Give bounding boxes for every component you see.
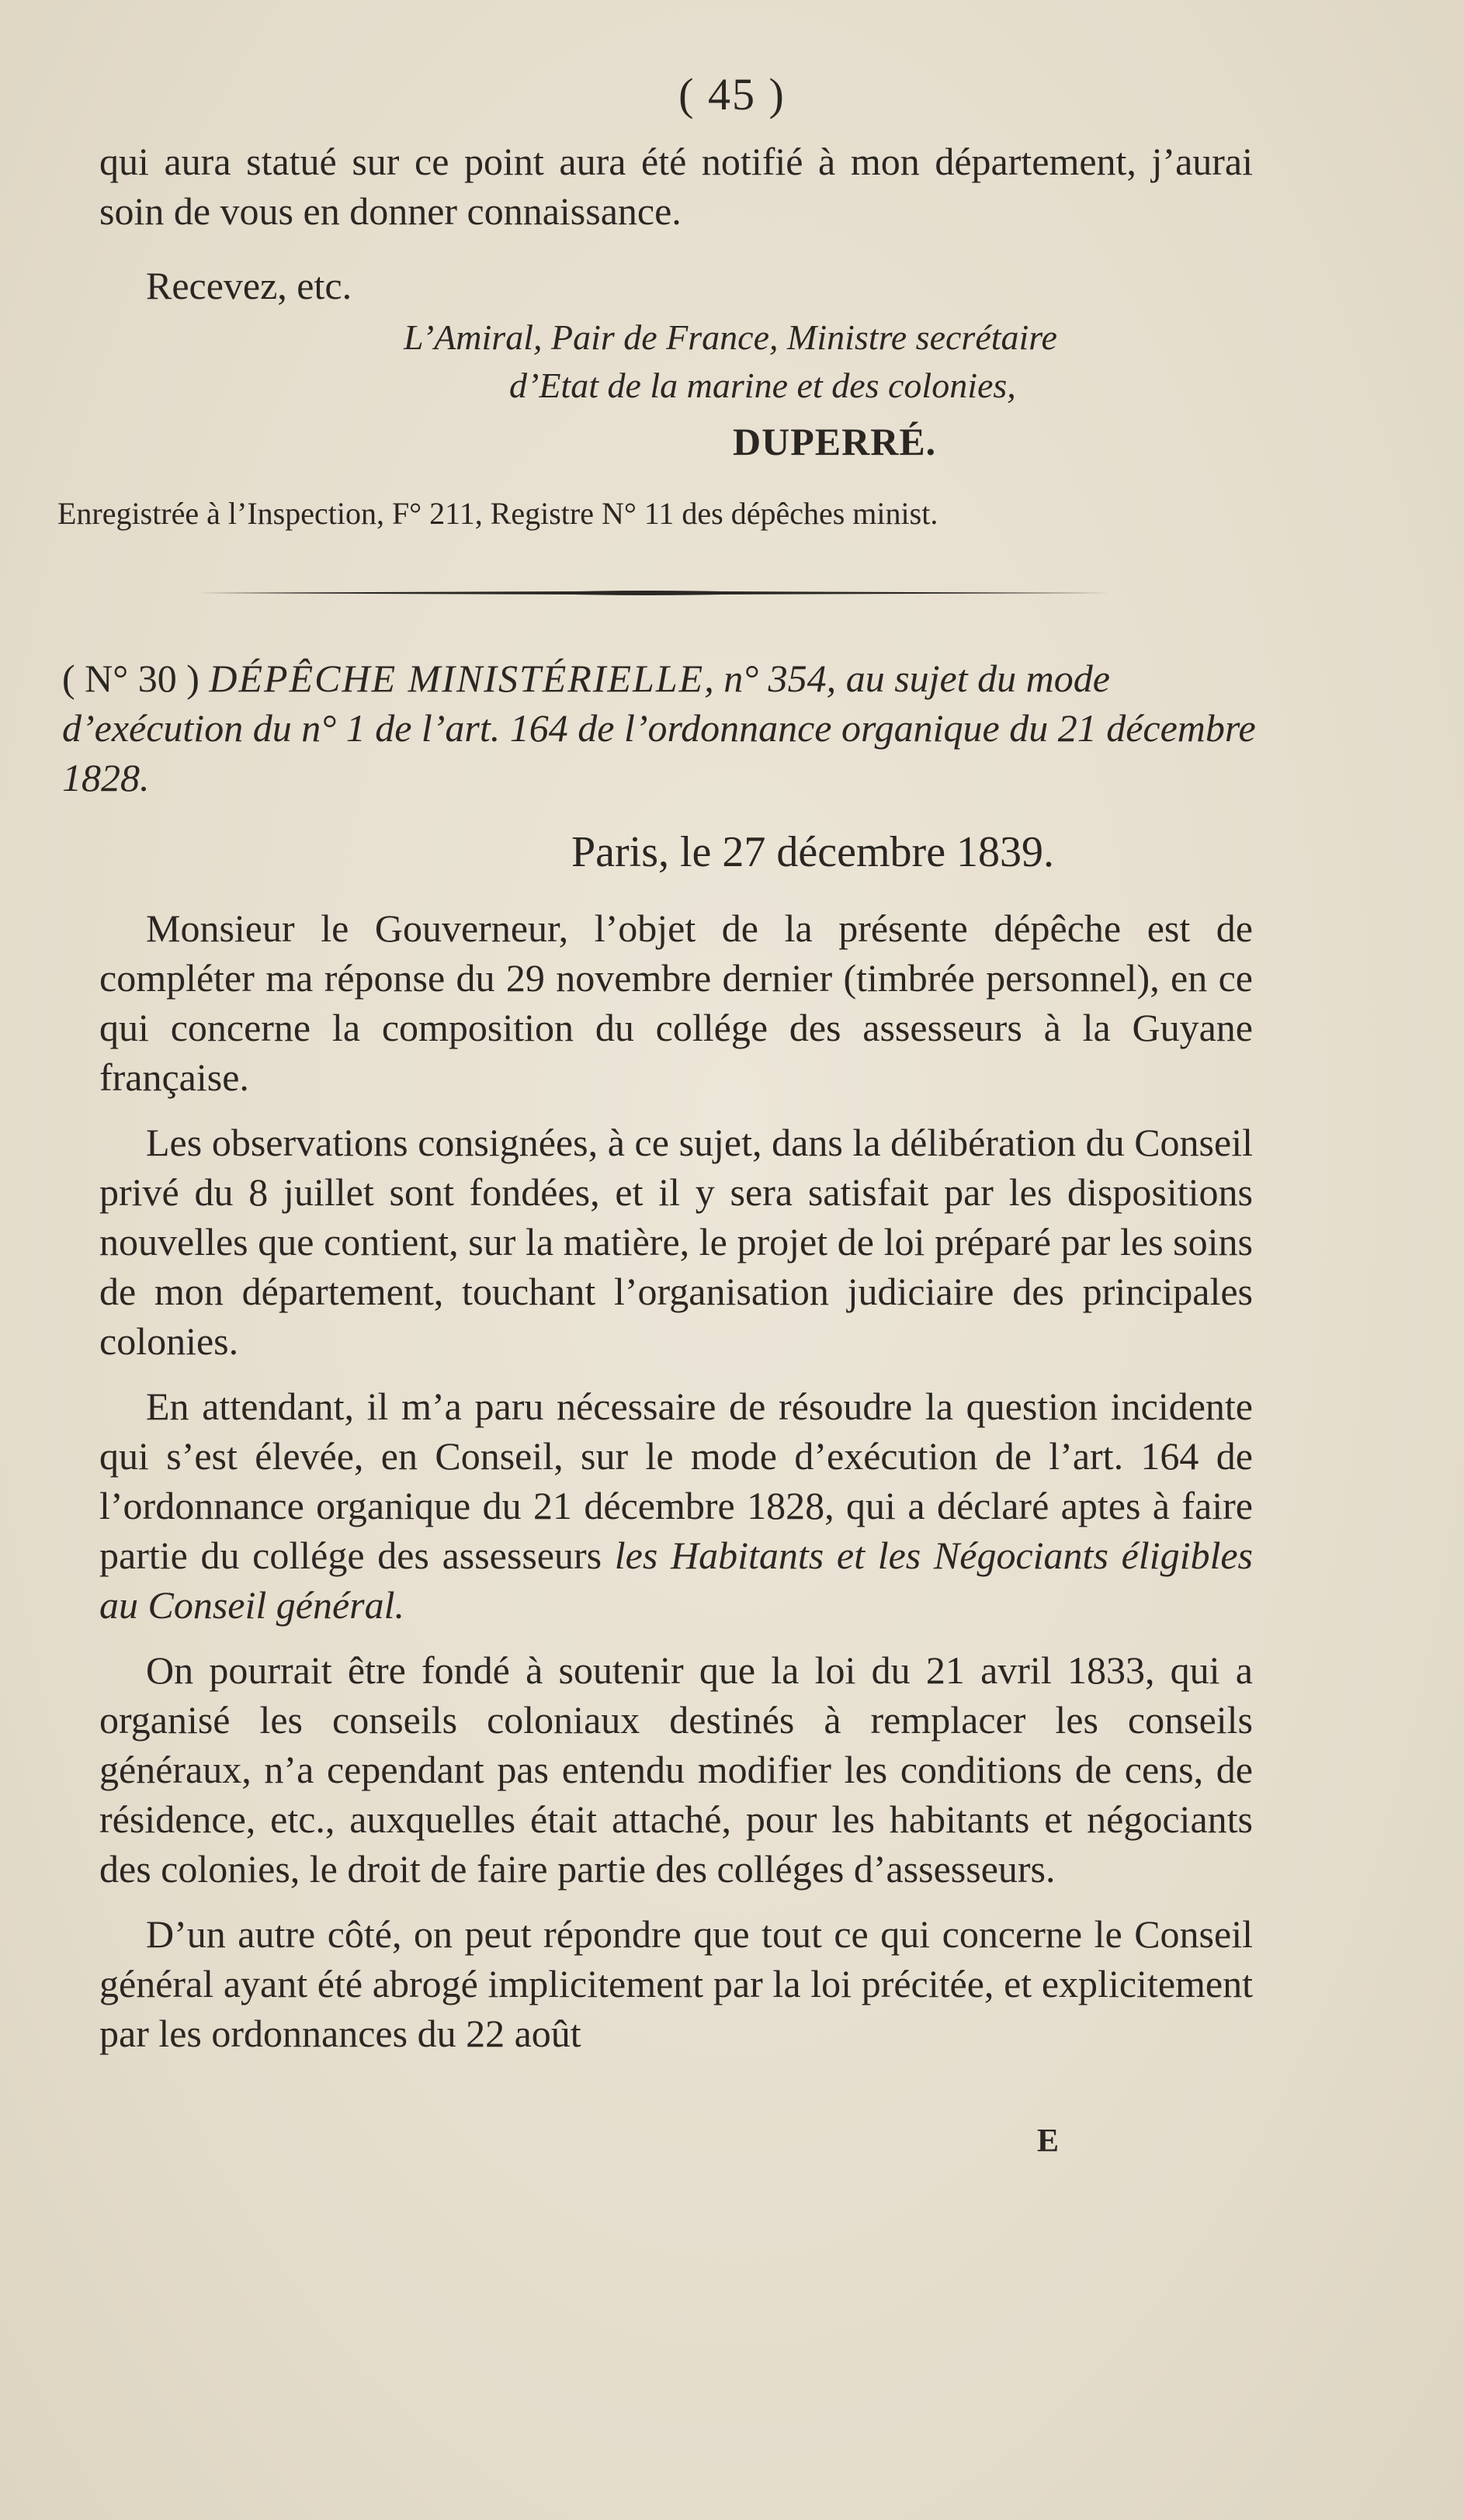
body-paragraph-1: Monsieur le Gouverneur, l’objet de la présente dépêche est de compléter ma réponse du 29 novembre dernier (timbrée personnel), en ce qui concerne la composition du collége des assesseurs à la Guyane française. xyxy=(99,906,1253,1099)
dateline: Paris, le 27 décembre 1839. xyxy=(571,828,1055,876)
continuation-text xyxy=(99,137,1253,236)
registry-note: Enregistrée à l’Inspection, F° 211, Registre N° 11 des dépêches minist. xyxy=(57,496,938,531)
dispatch-number: ( N° 30 ) xyxy=(62,657,199,700)
dispatch-title: DÉPÊCHE MINISTÉRIELLE xyxy=(209,657,705,700)
signature-name: DUPERRÉ. xyxy=(733,420,937,463)
signature-mark: E xyxy=(1037,2123,1060,2159)
body-paragraph-4: On pourrait être fondé à soutenir que la loi du 21 avril 1833, qui a organisé les conseils coloniaux destinés à remplacer les conseils généraux, n’a cependant pas entendu modifier les conditions de cens, de résidence, etc., auxquelles était attaché, pour les habitants et négociants des colonies, le droit de faire partie des colléges d’assesseurs. xyxy=(99,1648,1253,1891)
closing-line: Recevez, etc. xyxy=(146,264,352,307)
section-rule xyxy=(186,590,1110,596)
dispatch-reference: , n° 354, xyxy=(704,657,837,700)
body-paragraph-3-text: En attendant, il m’a paru nécessaire de résoudre la question incidente qui s’est élevée, en Conseil, sur le mode d’exécution de l’art. 164 de l’ordonnance organique du 21 décembre 1828, qui a déclaré aptes à faire partie du collége des assesseurs xyxy=(99,1385,1253,1577)
page-number: ( 45 ) xyxy=(678,69,786,120)
signature-title-line2: d’Etat de la marine et des colonies, xyxy=(509,366,1016,405)
dispatch-heading xyxy=(62,653,1258,802)
closing-block xyxy=(99,261,1253,310)
body-text xyxy=(99,903,1253,2058)
continuation-paragraph: qui aura statué sur ce point aura été notifié à mon département, j’aurai soin de vous en donner connaissance. xyxy=(99,140,1253,233)
dispatch-subject: au sujet du mode d’exécution du n° 1 de l’art. 164 de l’ordonnance organique du 21 décembre 1828. xyxy=(62,657,1256,799)
body-paragraph-3 xyxy=(99,1381,1253,1630)
body-paragraph-5: D’un autre côté, on peut répondre que tout ce qui concerne le Conseil général ayant été abrogé implicitement par la loi précitée, et explicitement par les ordonnances du 22 août xyxy=(99,1912,1253,2055)
body-paragraph-3-italic: les Habitants et les Négociants éligibles au Conseil général. xyxy=(99,1534,1253,1627)
signature-title-line1: L’Amiral, Pair de France, Ministre secrétaire xyxy=(404,317,1057,357)
body-paragraph-2: Les observations consignées, à ce sujet, dans la délibération du Conseil privé du 8 juillet sont fondées, et il y sera satisfait par les dispositions nouvelles que contient, sur la matière, le projet de loi préparé par les soins de mon département, touchant l’organisation judiciaire des principales colonies. xyxy=(99,1121,1253,1363)
